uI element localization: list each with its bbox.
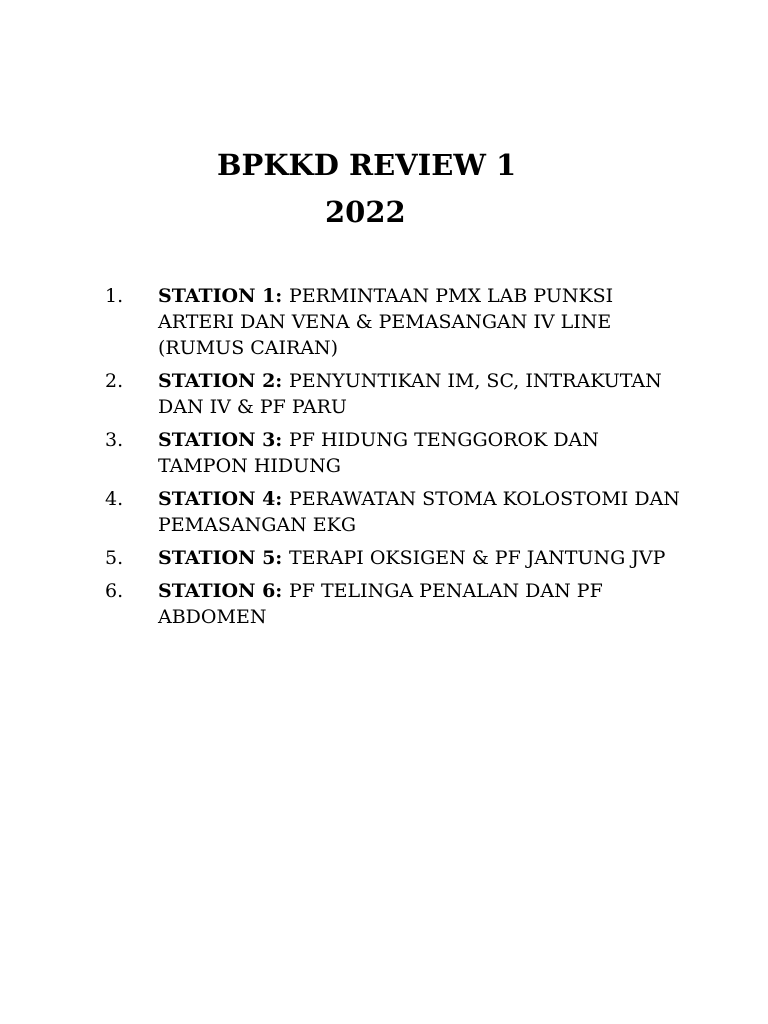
station-description: PENYUNTIKAN IM, SC, INTRAKUTAN DAN IV & PF PARU (158, 370, 662, 418)
station-item-2 (105, 368, 685, 420)
station-description: PERMINTAAN PMX LAB PUNKSI ARTERI DAN VENA & PEMASANGAN IV LINE (RUMUS CAIRAN) (158, 285, 614, 359)
station-number: 5. (105, 547, 124, 569)
station-description: PF TELINGA PENALAN DAN PF ABDOMEN (158, 580, 603, 628)
station-description: TERAPI OKSIGEN & PF JANTUNG JVP (288, 547, 666, 569)
station-list (105, 283, 685, 637)
station-number: 6. (105, 580, 124, 602)
station-item-5 (105, 545, 685, 571)
station-item-1 (105, 283, 685, 361)
station-item-6 (105, 578, 685, 630)
title-line-2: 2022 (325, 195, 406, 229)
station-label: STATION 3: (158, 429, 289, 451)
station-number: 4. (105, 488, 124, 510)
station-number: 2. (105, 370, 124, 392)
station-item-3 (105, 427, 685, 479)
station-label: STATION 2: (158, 370, 289, 392)
station-description: PF HIDUNG TENGGOROK DAN TAMPON HIDUNG (158, 429, 599, 477)
station-label: STATION 4: (158, 488, 289, 510)
station-label: STATION 1: (158, 285, 289, 307)
station-description: PERAWATAN STOMA KOLOSTOMI DAN PEMASANGAN EKG (158, 488, 680, 536)
title-line-1: BPKKD REVIEW 1 (217, 148, 517, 182)
station-number: 3. (105, 429, 124, 451)
station-label: STATION 5: (158, 547, 289, 569)
station-label: STATION 6: (158, 580, 289, 602)
station-number: 1. (105, 285, 124, 307)
station-item-4 (105, 486, 685, 538)
